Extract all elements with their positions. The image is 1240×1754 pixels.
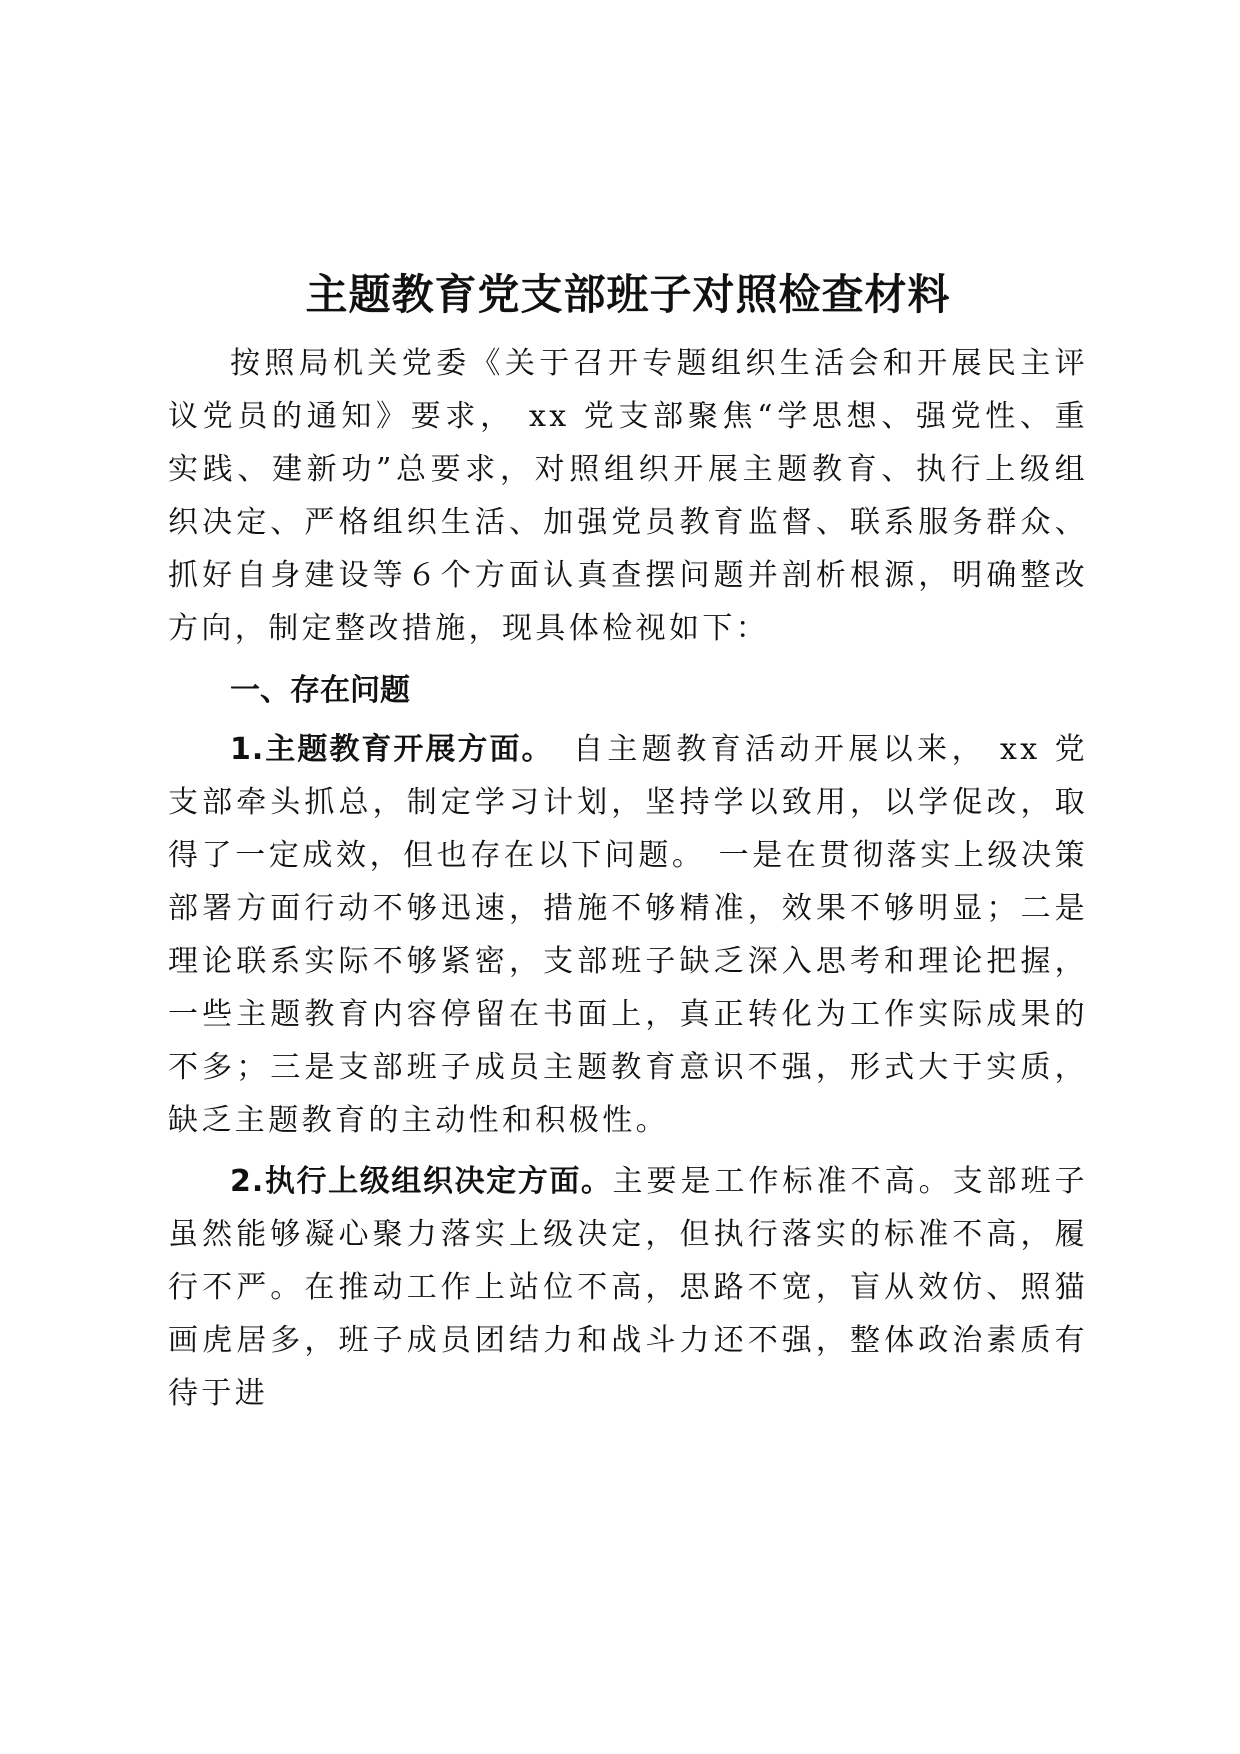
intro-paragraph: 按照局机关党委《关于召开专题组织生活会和开展民主评议党员的通知》要求， xx 党支部聚焦“学思想、强党性、重实践、建新功”总要求，对照组织开展主题教育、执行上级组织决定、严格组织生活、加强党员教育监督、联系服务群众、抓好自身建设等６个方面认真查摆问题并剖析根源，明确整改方向，制定整改措施，现具体检视如下： <box>168 346 1088 646</box>
item-lead-2: 2.执行上级组织决定方面。 <box>230 1164 613 1199</box>
document-title: 主题教育党支部班子对照检查材料 <box>305 270 951 319</box>
item-lead-1: 1.主题教育开展方面。 <box>230 732 539 767</box>
section-heading-problems: 一、存在问题 <box>230 673 410 708</box>
document-page <box>168 265 1088 1428</box>
item-paragraph-1 <box>168 723 1088 1147</box>
item-text-2: 主要是工作标准不高。支部班子虽然能够凝心聚力落实上级决定，但执行落实的标准不高，履行不严。在推动工作上站位不高，思路不宽，盲从效仿、照猫画虎居多，班子成员团结力和战斗力还不强，整体政治素质有待于进 <box>168 1164 1088 1411</box>
item-paragraph-2 <box>168 1155 1088 1420</box>
item-text-1: 自主题教育活动开展以来， xx 党支部牵头抓总，制定学习计划，坚持学以致用，以学促改，取得了一定成效，但也存在以下问题。 一是在贯彻落实上级决策部署方面行动不够迅速，措施不够精准，效果不够明显；二是理论联系实际不够紧密，支部班子缺乏深入思考和理论把握， 一些主题教育内容停留在书面上，真正转化为工作实际成果的不多；三是支部班子成员主题教育意识不强，形式大于实质，缺乏主题教育的主动性和积极性。 <box>168 732 1088 1138</box>
